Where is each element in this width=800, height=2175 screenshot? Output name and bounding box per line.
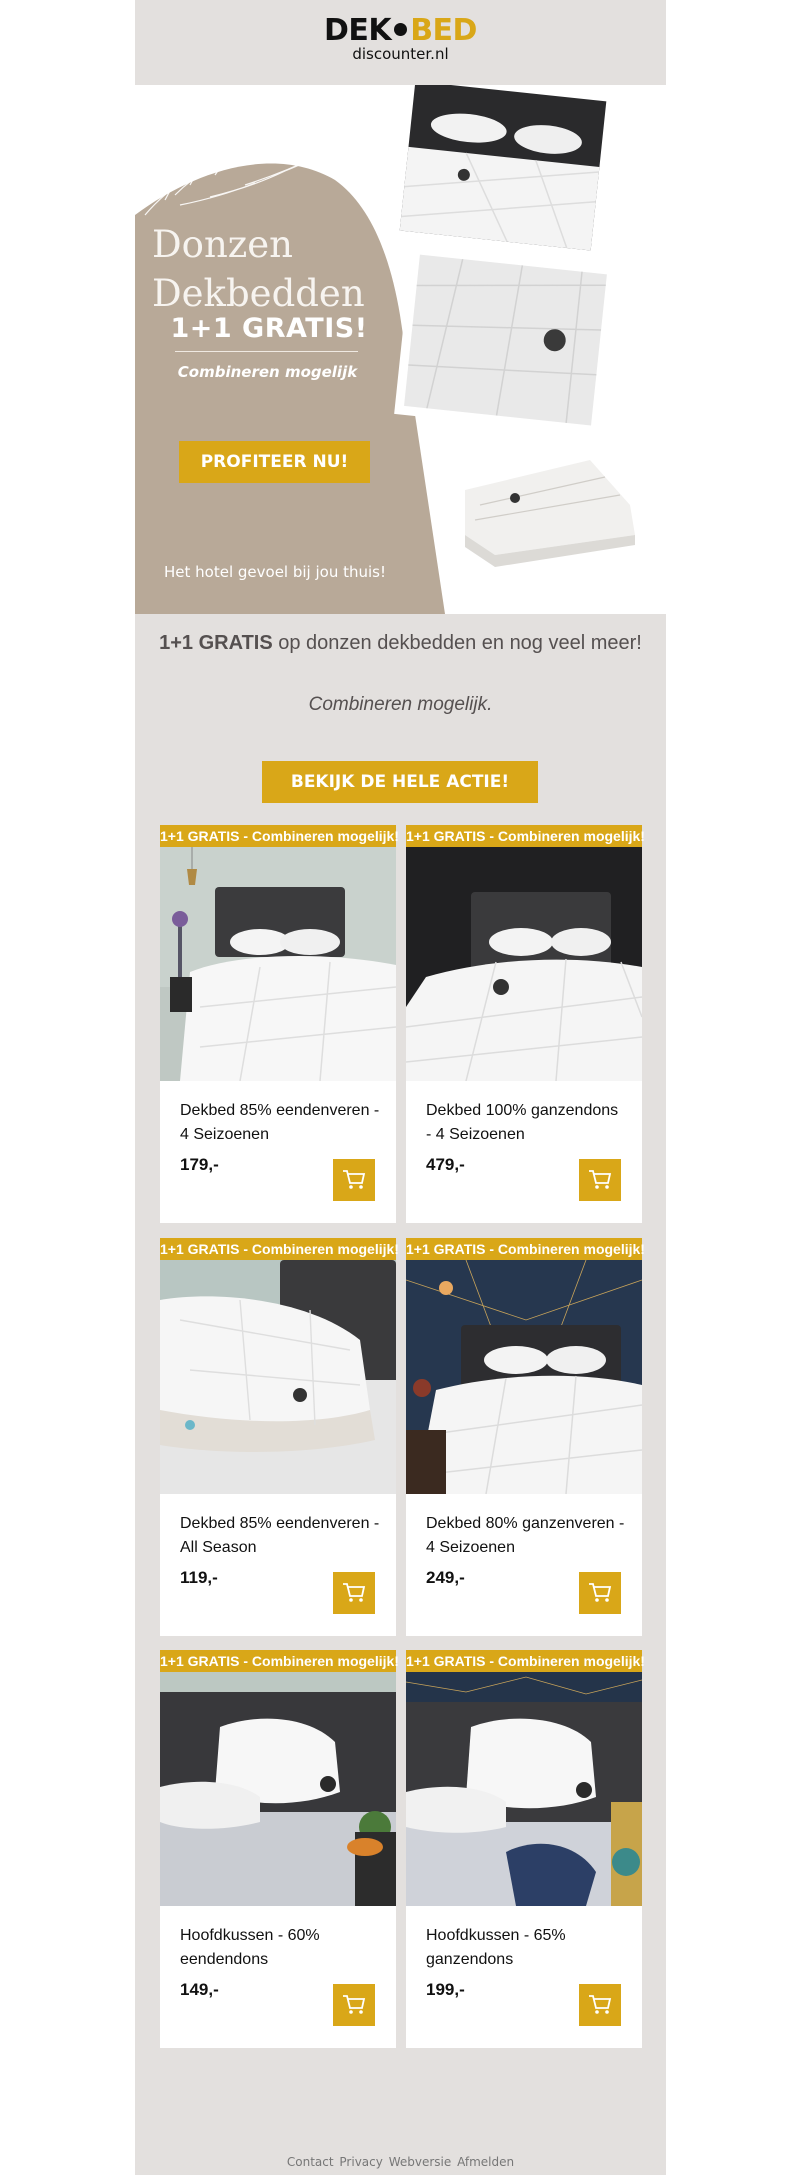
product-price: 179,- [180, 1155, 219, 1174]
product-price: 199,- [426, 1980, 465, 1999]
add-to-cart-button[interactable] [579, 1572, 621, 1614]
product-price: 149,- [180, 1980, 219, 1999]
intro-bold: 1+1 GRATIS [159, 632, 273, 654]
product-card[interactable] [406, 1650, 645, 2048]
footer-privacy-link[interactable]: Privacy [339, 2155, 383, 2169]
shopping-cart-icon [342, 1582, 366, 1604]
product-name[interactable]: Dekbed 85% eendenveren - All Season [180, 1515, 380, 1556]
logo-dot [394, 23, 407, 36]
product-badge: 1+1 GRATIS - Combineren mogelijk! [160, 825, 396, 847]
product-name[interactable]: Dekbed 80% ganzenveren - 4 Seizoenen [426, 1515, 625, 1556]
product-price: 479,- [426, 1155, 465, 1174]
product-card[interactable] [160, 1238, 399, 1636]
product-image[interactable] [160, 847, 396, 1081]
product-card[interactable] [406, 825, 645, 1223]
add-to-cart-button[interactable] [579, 1984, 621, 2026]
product-badge: 1+1 GRATIS - Combineren mogelijk! [406, 825, 642, 847]
product-badge: 1+1 GRATIS - Combineren mogelijk! [406, 1650, 642, 1672]
hero-title [152, 220, 382, 318]
intro-subtext: Combineren mogelijk. [308, 694, 493, 715]
logo-part1: DEK [324, 13, 392, 48]
hero-banner[interactable] [135, 85, 666, 614]
product-price: 119,- [180, 1568, 218, 1587]
hero-title-line1: Donzen [152, 223, 293, 266]
view-action-button[interactable]: BEKIJK DE HELE ACTIE! [262, 761, 538, 803]
product-image[interactable] [160, 1260, 396, 1494]
product-name[interactable]: Hoofdkussen - 60% eendendons [180, 1927, 320, 1968]
product-price: 249,- [426, 1568, 465, 1587]
shopping-cart-icon [588, 1169, 612, 1191]
intro-rest: op donzen dekbedden en nog veel meer! [272, 632, 642, 654]
profiteer-button[interactable]: PROFITEER NU! [179, 441, 370, 483]
shopping-cart-icon [588, 1582, 612, 1604]
product-image[interactable] [406, 1260, 642, 1494]
hero-title-line2: Dekbedden [152, 272, 365, 315]
product-name[interactable]: Dekbed 100% ganzendons - 4 Seizoenen [426, 1102, 619, 1143]
hero-illustration [135, 85, 666, 614]
email-container [135, 0, 666, 2175]
product-card[interactable] [406, 1238, 645, 1636]
add-to-cart-button[interactable] [333, 1159, 375, 1201]
hero-photo-middle [394, 245, 616, 435]
product-badge: 1+1 GRATIS - Combineren mogelijk! [160, 1650, 396, 1672]
product-badge: 1+1 GRATIS - Combineren mogelijk! [160, 1238, 396, 1260]
product-card[interactable] [160, 825, 399, 1223]
product-image[interactable] [406, 847, 642, 1081]
shopping-cart-icon [342, 1994, 366, 2016]
shopping-cart-icon [342, 1169, 366, 1191]
logo-subtitle: discounter.nl [352, 45, 449, 63]
product-image[interactable] [406, 1672, 642, 1906]
brand-logo[interactable] [135, 14, 666, 62]
hero-divider [175, 351, 358, 352]
add-to-cart-button[interactable] [333, 1572, 375, 1614]
product-image[interactable] [160, 1672, 396, 1906]
intro-text [135, 632, 666, 655]
footer-links [135, 2155, 666, 2169]
logo-wordmark [135, 14, 666, 48]
add-to-cart-button[interactable] [579, 1159, 621, 1201]
hero-tagline: Het hotel gevoel bij jou thuis! [164, 563, 386, 581]
hero-offer: 1+1 GRATIS! [170, 313, 368, 344]
footer-webversion-link[interactable]: Webversie [388, 2155, 452, 2169]
product-name[interactable]: Dekbed 85% eendenveren - 4 Seizoenen [180, 1102, 380, 1143]
logo-part2: BED [410, 13, 477, 48]
footer-contact-link[interactable]: Contact [286, 2155, 334, 2169]
hero-photo-top [390, 85, 617, 262]
shopping-cart-icon [588, 1994, 612, 2016]
hero-subtitle: Combineren mogelijk [177, 363, 358, 381]
add-to-cart-button[interactable] [333, 1984, 375, 2026]
product-card[interactable] [160, 1650, 399, 2048]
footer-unsubscribe-link[interactable]: Afmelden [457, 2155, 515, 2169]
product-name[interactable]: Hoofdkussen - 65% ganzendons [426, 1927, 566, 1968]
product-badge: 1+1 GRATIS - Combineren mogelijk! [406, 1238, 642, 1260]
